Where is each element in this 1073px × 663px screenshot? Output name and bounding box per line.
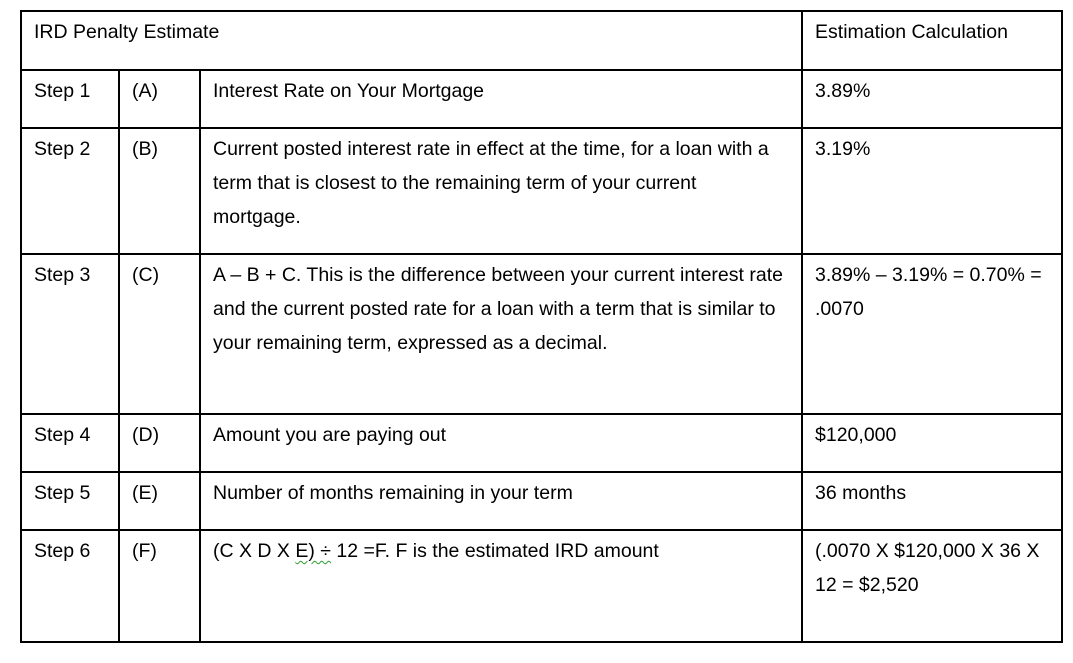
step-label: Step 1 bbox=[21, 70, 119, 128]
step-code: (A) bbox=[119, 70, 200, 128]
step-calculation: (.0070 X $120,000 X 36 X 12 = $2,520 bbox=[802, 530, 1062, 642]
step-calculation: 3.89% bbox=[802, 70, 1062, 128]
step-code: (E) bbox=[119, 472, 200, 530]
step-label: Step 2 bbox=[21, 128, 119, 254]
table-row bbox=[21, 472, 1062, 530]
step-description: Current posted interest rate in effect at the time, for a loan with a term that is closest to the remaining term of your current mortgage. bbox=[200, 128, 802, 254]
step-description: Number of months remaining in your term bbox=[200, 472, 802, 530]
ird-penalty-table bbox=[20, 10, 1063, 643]
step-label: Step 6 bbox=[21, 530, 119, 642]
formula-text: (C X D X bbox=[213, 540, 296, 562]
step-description bbox=[200, 530, 802, 642]
table-row bbox=[21, 70, 1062, 128]
table-row bbox=[21, 254, 1062, 414]
formula-text: 12 =F. F is the estimated IRD amount bbox=[330, 540, 659, 562]
step-calculation: $120,000 bbox=[802, 414, 1062, 472]
step-label: Step 3 bbox=[21, 254, 119, 414]
table-row bbox=[21, 530, 1062, 642]
calc-column-header: Estimation Calculation bbox=[802, 11, 1062, 70]
table-title: IRD Penalty Estimate bbox=[21, 11, 802, 70]
step-code: (C) bbox=[119, 254, 200, 414]
step-description: Interest Rate on Your Mortgage bbox=[200, 70, 802, 128]
step-calculation: 3.19% bbox=[802, 128, 1062, 254]
step-label: Step 4 bbox=[21, 414, 119, 472]
step-calculation: 36 months bbox=[802, 472, 1062, 530]
table-row bbox=[21, 414, 1062, 472]
step-code: (F) bbox=[119, 530, 200, 642]
step-code: (D) bbox=[119, 414, 200, 472]
step-label: Step 5 bbox=[21, 472, 119, 530]
grammar-flag[interactable]: E) ÷ bbox=[295, 540, 331, 562]
step-description: A – B + C. This is the difference between your current interest rate and the current posted rate for a loan with a term that is similar to your remaining term, expressed as a decimal. bbox=[200, 254, 802, 414]
step-description: Amount you are paying out bbox=[200, 414, 802, 472]
step-code: (B) bbox=[119, 128, 200, 254]
header-row bbox=[21, 11, 1062, 70]
table-row bbox=[21, 128, 1062, 254]
step-calculation: 3.89% – 3.19% = 0.70% = .0070 bbox=[802, 254, 1062, 414]
